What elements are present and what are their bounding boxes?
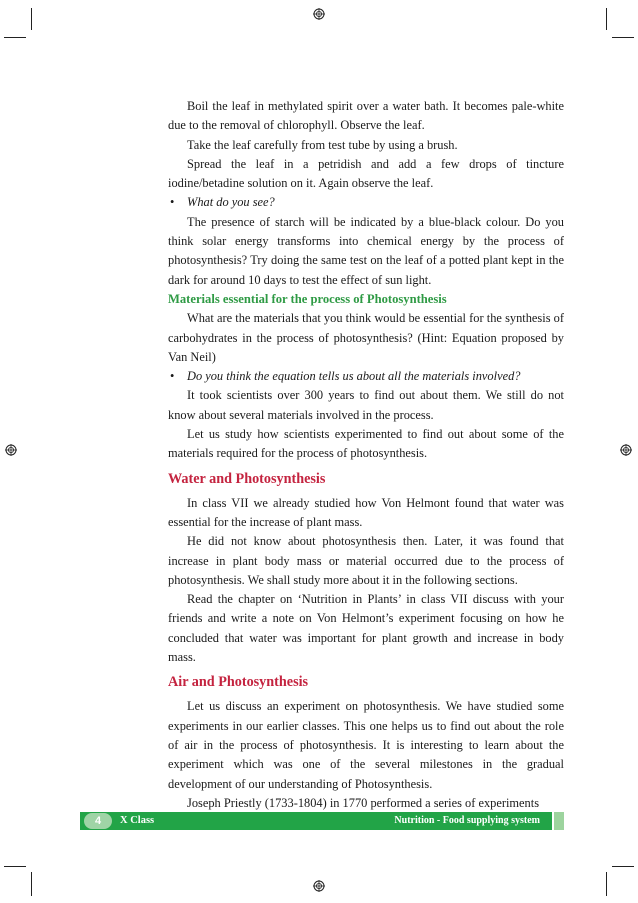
crop-mark (612, 866, 634, 867)
registration-mark-icon (620, 444, 632, 456)
crop-mark (4, 866, 26, 867)
footer-bar-tab (554, 812, 564, 830)
paragraph: Let us study how scientists experimented to find out about some of the materials required for the process of photosynthesis. (168, 427, 564, 461)
paragraph: It took scientists over 300 years to find out about them. We still do not know about several materials involved in the process. (168, 388, 564, 422)
crop-mark (31, 8, 32, 30)
footer-class-label: X Class (120, 815, 155, 826)
footer-chapter-label: Nutrition - Food supplying system (394, 815, 540, 826)
section-heading-water: Water and Photosynthesis (168, 470, 326, 487)
section-heading-air: Air and Photosynthesis (168, 674, 309, 691)
crop-mark (612, 37, 634, 38)
crop-mark (606, 8, 607, 30)
crop-mark (4, 37, 26, 38)
paragraph: In class VII we already studied how Von Helmont found that water was essential for the increase of plant mass. (168, 495, 564, 529)
paragraph: What are the materials that you think would be essential for the synthesis of carbohydrates in the process of photosynthesis? (Hint: Equation proposed by Van Neil) (168, 311, 564, 364)
page-number: 4 (84, 813, 112, 829)
registration-mark-icon (313, 8, 325, 20)
subheading-materials: Materials essential for the process of Photosynthesis (168, 291, 447, 306)
paragraph: He did not know about photosynthesis then. Later, it was found that increase in plant body mass or material occurred due to the process of photosynthesis. We shall study more about it in the following sections. (168, 534, 564, 587)
page-footer (80, 812, 564, 830)
crop-mark (606, 872, 607, 896)
bullet-question: • Do you think the equation tells us about all the materials involved? (168, 367, 564, 386)
bullet-question: • What do you see? (168, 193, 564, 212)
paragraph: Let us discuss an experiment on photosynthesis. We have studied some experiments in our earlier classes. This one helps us to find out about the role of air in the process of photosynthesis. It is interesting to learn about the experiment which was one of the several milestones in the gradual development of our understanding of Photosynthesis. (168, 699, 564, 791)
crop-mark (31, 872, 32, 896)
paragraph: Read the chapter on ‘Nutrition in Plants’ in class VII discuss with your friends and write a note on Von Helmont’s experiment focusing on how he concluded that water was important for plant growth and increase in body mass. (168, 592, 564, 665)
paragraph: Spread the leaf in a petridish and add a few drops of tincture iodine/betadine solution on it. Again observe the leaf. (168, 156, 564, 191)
registration-mark-icon (313, 880, 325, 892)
paragraph: Boil the leaf in methylated spirit over a water bath. It becomes pale-white due to the removal of chlorophyll. Observe the leaf. (168, 99, 564, 133)
paragraph: The presence of starch will be indicated by a blue-black colour. Do you think solar energy transforms into chemical energy by the process of photosynthesis? Try doing the same test on the leaf of a potted plant kept in the dark for around 10 days to test the effect of sun light. (168, 214, 564, 287)
registration-mark-icon (5, 444, 17, 456)
paragraph: Joseph Priestly (1733-1804) in 1770 performed a series of experiments (187, 795, 540, 810)
page-content (168, 97, 564, 813)
paragraph: Take the leaf carefully from test tube by using a brush. (187, 137, 458, 152)
